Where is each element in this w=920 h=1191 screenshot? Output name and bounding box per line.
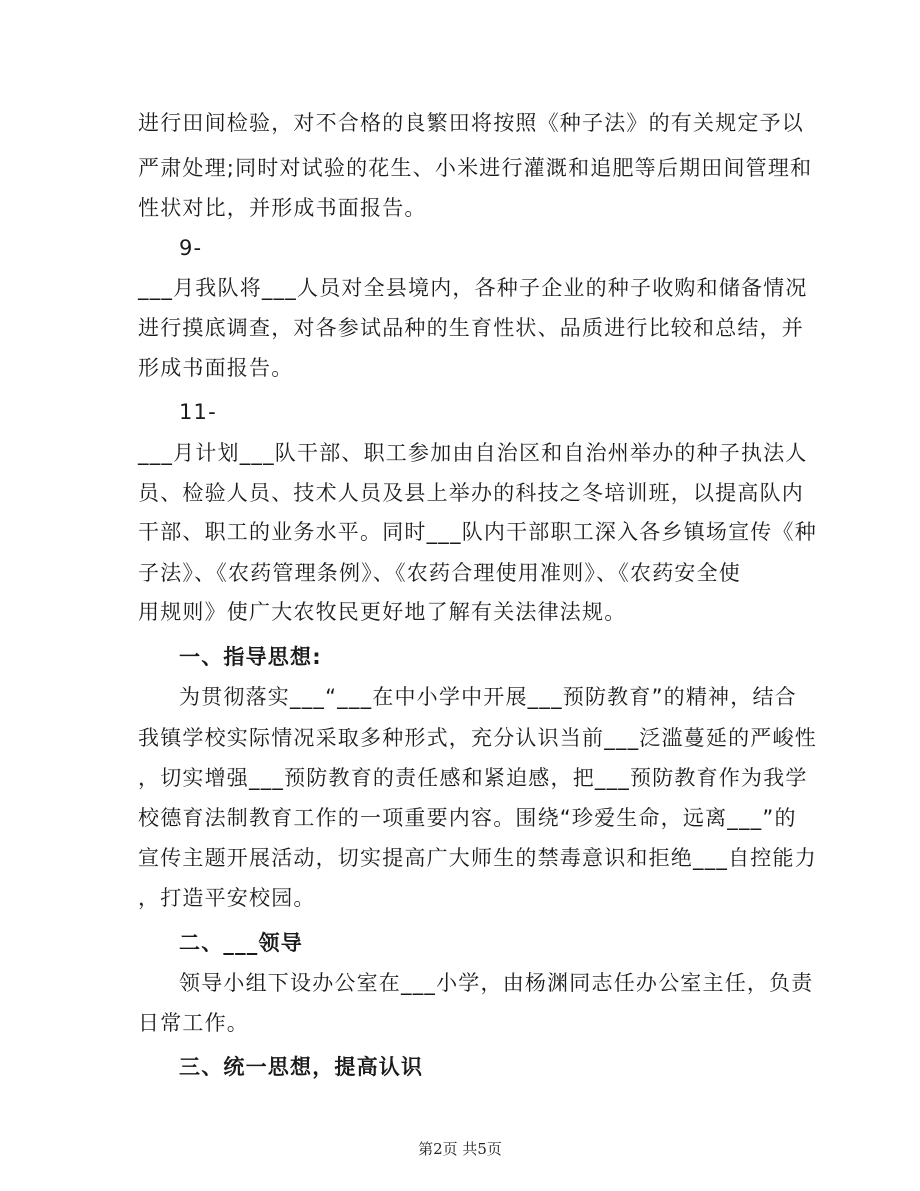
paragraph-line: ，切实增强___预防教育的责任感和紧迫感，把___预防教育作为我学 [138,766,808,790]
paragraph-line: ___月我队将___人员对全县境内，各种子企业的种子收购和储备情况 [138,276,808,300]
paragraph-line: 子法》、《农药管理条例》、《农药合理使用准则》、《农药安全使 [138,561,741,585]
paragraph-line: 我镇学校实际情况采取多种形式，充分认识当前___泛滥蔓延的严峻性 [138,726,817,750]
paragraph-heading: 11- [179,400,217,424]
paragraph-line: 形成书面报告。 [138,356,294,380]
paragraph-line: 员、检验人员、技术人员及县上举办的科技之冬培训班，以提高队内 [138,481,804,505]
paragraph-line: 校德育法制教育工作的一项重要内容。围绕“珍爱生命，远离___”的 [138,806,797,830]
page-number: 第2页 共5页 [418,1140,502,1158]
paragraph-heading: 9- [179,236,203,260]
paragraph-line: 干部、职工的业务水平。同时___队内干部职工深入各乡镇场宣传《种 [138,520,817,544]
paragraph-line: 宣传主题开展活动，切实提高广大师生的禁毒意识和拒绝___自控能力 [138,846,817,870]
paragraph-line: 日常工作。 [138,1011,249,1035]
paragraph-line: 严肃处理;同时对试验的花生、小米进行灌溉和追肥等后期田间管理和 [138,156,813,180]
section-heading: 三、统一思想，提高认识 [179,1055,424,1079]
paragraph-line: 进行田间检验，对不合格的良繁田将按照《种子法》的有关规定予以 [138,111,804,135]
paragraph-line: 用规则》使广大农牧民更好地了解有关法律法规。 [138,600,627,624]
paragraph-line: ___月计划___队干部、职工参加由自治区和自治州举办的种子执法人 [138,441,808,465]
section-heading: 一、指导思想: [179,645,322,669]
paragraph-line: 进行摸底调查，对各参试品种的生育性状、品质进行比较和总结，并 [138,316,804,340]
paragraph-line: 领导小组下设办公室在___小学，由杨渊同志任办公室主任，负责 [179,971,814,995]
section-heading: 二、___领导 [179,931,303,955]
paragraph-line: 性状对比，并形成书面报告。 [138,196,427,220]
paragraph-line: ，打造平安校园。 [138,886,316,910]
paragraph-line: 为贯彻落实___“___在中小学中开展___预防教育”的精神，结合 [179,685,797,709]
